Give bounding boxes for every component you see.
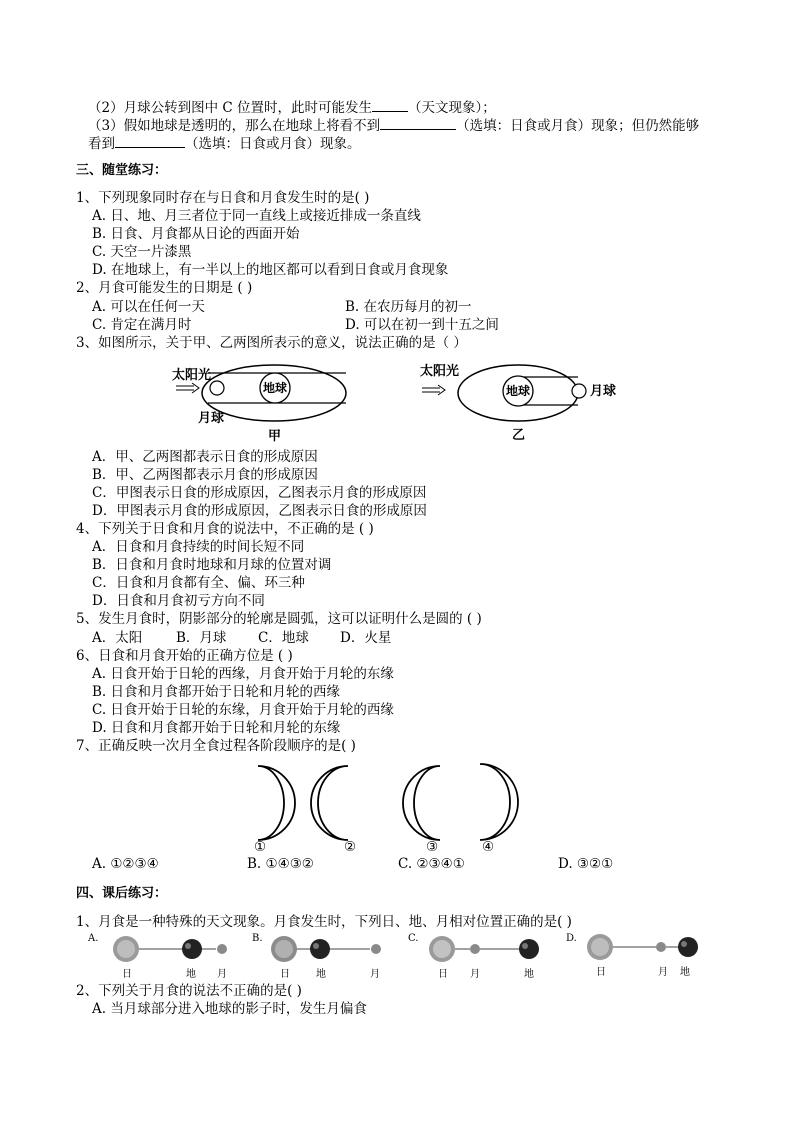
option[interactable]: A. 可以在任何一天 bbox=[92, 299, 205, 315]
question-line bbox=[88, 134, 361, 153]
alignment-diagram-b[interactable] bbox=[252, 930, 412, 982]
answer-blank[interactable] bbox=[372, 98, 408, 112]
lunar-eclipse-phases bbox=[228, 758, 538, 858]
sun-light-label: 太阳光 bbox=[420, 364, 460, 379]
option[interactable]: A. 日、地、月三者位于同一直线上或接近排成一条直线 bbox=[92, 208, 421, 224]
moon-label: 月球 bbox=[198, 411, 225, 426]
answer-blank[interactable] bbox=[380, 116, 456, 130]
question-stem: 2、下列关于月食的说法不正确的是( ) bbox=[76, 983, 302, 999]
moon-label: 月 bbox=[217, 969, 227, 980]
q3-text-d: （选填：日食或月食）现象。 bbox=[185, 136, 361, 152]
option[interactable]: B．日食和月食时地球和月球的位置对调 bbox=[92, 557, 332, 573]
option-letter: B. bbox=[252, 933, 263, 944]
alignment-diagram-c[interactable] bbox=[408, 930, 568, 982]
option[interactable]: B. 在农历每月的初一 bbox=[345, 299, 472, 315]
sun-label: 日 bbox=[122, 969, 132, 980]
alignment-diagram-a-svg bbox=[88, 930, 248, 966]
answer-blank[interactable] bbox=[115, 134, 185, 148]
question-stem: 2、月食可能发生的日期是 ( ) bbox=[76, 280, 253, 296]
sun-label: 日 bbox=[280, 969, 290, 980]
option[interactable]: A. 日食开始于日轮的西缘，月食开始于月轮的东缘 bbox=[92, 666, 394, 682]
eclipse-diagram-jia bbox=[168, 355, 358, 447]
question-stem: 3、如图所示，关于甲、乙两图所表示的意义，说法正确的是（ ） bbox=[76, 335, 467, 351]
question-stem: 7、正确反映一次月全食过程各阶段顺序的是( ) bbox=[76, 738, 356, 754]
alignment-diagram-d-svg bbox=[566, 928, 736, 964]
option[interactable]: C．甲图表示日食的形成原因，乙图表示月食的形成原因 bbox=[92, 485, 427, 501]
option[interactable]: D．火星 bbox=[340, 630, 392, 646]
q3-text-b: （选填：日食或月食）现象；但仍然能够 bbox=[456, 118, 700, 134]
option[interactable]: B. 日食、月食都从日论的西面开始 bbox=[92, 226, 300, 242]
option[interactable]: B. 日食和月食都开始于日轮和月轮的西缘 bbox=[92, 684, 341, 700]
section-heading: 四、课后练习： bbox=[76, 886, 168, 901]
phase-label: ② bbox=[344, 839, 357, 855]
option[interactable]: C．日食和月食都有全、偏、环三种 bbox=[92, 575, 305, 591]
option[interactable]: C. 日食开始于日轮的东缘，月食开始于月轮的西缘 bbox=[92, 702, 394, 718]
option[interactable]: C. ②③④① bbox=[398, 856, 465, 872]
moon-label: 月 bbox=[470, 969, 480, 980]
option[interactable]: D．日食和月食初亏方向不同 bbox=[92, 593, 265, 609]
option-letter: D. bbox=[566, 933, 577, 944]
option[interactable]: B. ①④③② bbox=[247, 856, 314, 872]
section-heading: 三、随堂练习： bbox=[76, 163, 168, 178]
option-letter: C. bbox=[408, 933, 419, 944]
earth-label: 地 bbox=[680, 967, 690, 978]
q3-text-a: （3）假如地球是透明的，那么在地球上将看不到 bbox=[88, 118, 381, 134]
option[interactable]: B．月球 bbox=[176, 630, 227, 646]
earth-label: 地 bbox=[186, 969, 196, 980]
figure-name-yi: 乙 bbox=[512, 428, 526, 443]
alignment-diagram-d[interactable] bbox=[566, 928, 736, 982]
alignment-diagram-c-svg bbox=[408, 930, 568, 966]
q3-text-c: 看到 bbox=[88, 136, 115, 152]
option[interactable]: C．地球 bbox=[258, 630, 309, 646]
sun-label: 日 bbox=[438, 969, 448, 980]
q2-text-b: （天文现象）； bbox=[408, 100, 496, 116]
q2-text-a: （2）月球公转到图中 C 位置时，此时可能发生 bbox=[88, 100, 373, 116]
question-stem: 4、下列关于日食和月食的说法中，不正确的是 ( ) bbox=[76, 521, 374, 537]
question-stem: 1、下列现象同时存在与日食和月食发生时的是( ) bbox=[76, 190, 370, 206]
option[interactable]: D. 在地球上，有一半以上的地区都可以看到日食或月食现象 bbox=[92, 262, 449, 278]
moon-label: 月球 bbox=[590, 384, 617, 399]
eclipse-diagram-yi bbox=[418, 355, 628, 447]
question-line bbox=[88, 98, 496, 117]
alignment-diagram-b-svg bbox=[252, 930, 412, 966]
option[interactable]: D．甲图表示月食的形成原因，乙图表示日食的形成原因 bbox=[92, 503, 427, 519]
question-stem: 6、日食和月食开始的正确方位是 ( ) bbox=[76, 648, 293, 664]
question-stem: 1、月食是一种特殊的天文现象。月食发生时，下列日、地、月相对位置正确的是( ) bbox=[76, 914, 572, 930]
option[interactable]: A. 当月球部分进入地球的影子时，发生月偏食 bbox=[92, 1001, 367, 1017]
option[interactable]: A．甲、乙两图都表示日食的形成原因 bbox=[92, 449, 318, 465]
option[interactable]: D. 日食和月食都开始于日轮和月轮的东缘 bbox=[92, 720, 341, 736]
earth-label: 地球 bbox=[263, 381, 288, 395]
question-line bbox=[88, 116, 699, 135]
option[interactable]: D. ③②① bbox=[558, 856, 614, 872]
phase-label: ① bbox=[254, 839, 267, 855]
sun-label: 日 bbox=[596, 967, 606, 978]
earth-label: 地 bbox=[316, 969, 326, 980]
earth-label: 地球 bbox=[506, 384, 531, 398]
lunar-phases-svg bbox=[228, 758, 538, 842]
option[interactable]: D. 可以在初一到十五之间 bbox=[345, 317, 499, 333]
moon-label: 月 bbox=[658, 967, 668, 978]
option[interactable]: C. 肯定在满月时 bbox=[92, 317, 192, 333]
option-letter: A. bbox=[88, 933, 99, 944]
phase-label: ③ bbox=[426, 839, 439, 855]
question-stem: 5、发生月食时，阴影部分的轮廓是圆弧，这可以证明什么是圆的 ( ) bbox=[76, 611, 482, 627]
option[interactable]: A．太阳 bbox=[92, 630, 143, 646]
figure-name-jia: 甲 bbox=[268, 429, 282, 444]
option[interactable]: A．日食和月食持续的时间长短不同 bbox=[92, 539, 305, 555]
moon-label: 月 bbox=[370, 969, 380, 980]
option[interactable]: B．甲、乙两图都表示月食的形成原因 bbox=[92, 467, 318, 483]
sun-light-label: 太阳光 bbox=[172, 368, 212, 383]
alignment-diagram-a[interactable] bbox=[88, 930, 248, 982]
option[interactable]: C. 天空一片漆黑 bbox=[92, 244, 192, 260]
phase-label: ④ bbox=[482, 839, 495, 855]
option[interactable]: A. ①②③④ bbox=[92, 856, 159, 872]
earth-label: 地 bbox=[524, 969, 534, 980]
